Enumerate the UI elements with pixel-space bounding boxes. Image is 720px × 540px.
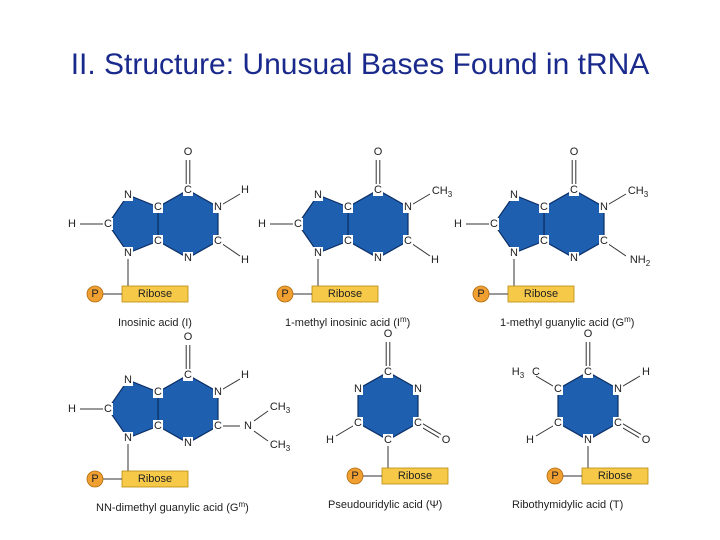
ribose-group [547,446,648,484]
carbon-atom: C [554,383,562,395]
carbon-atom: C [570,184,578,196]
amino-group: $NH_2$ [629,254,651,268]
oxygen-atom: O [183,331,193,343]
molecule-ribothymidylic [512,328,651,511]
phosphate-label: P [91,288,99,300]
molecule-name: 1-methyl inosinic acid $(I^m)$ [285,314,411,329]
oxygen-atom: O [569,146,579,158]
carbon-atom: C [154,235,162,247]
phosphate-label: P [91,473,99,485]
ribose-group [473,259,574,302]
hydrogen-atom: H [241,369,249,381]
carbon-atom: C [354,417,362,429]
phosphate-label: P [551,470,559,482]
molecule-inosinic [68,146,249,329]
ribose-group [87,259,188,302]
molecule-methyl-guanylic [454,146,651,329]
molecule-name: Inosinic acid (I) [118,317,192,329]
bond [254,411,268,421]
ribose-label: Ribose [137,288,173,300]
molecule-name: Pseudouridylic acid (Ψ) [328,499,443,511]
methyl-carbon: C [532,366,540,378]
hydrogen-atom: H [431,254,439,266]
phosphate-label: P [351,470,359,482]
nitrogen-atom: N [214,201,222,213]
carbon-atom: C [184,184,192,196]
nitrogen-atom: N [314,189,322,201]
methyl-group: $CH_3$ [269,439,291,453]
oxygen-atom: O [183,146,193,158]
oxygen-atom: O [641,434,651,446]
hydrogen-atom: H [642,366,650,378]
nitrogen-atom: N [124,247,132,259]
ribose-label: Ribose [137,473,173,485]
molecule-methyl-inosinic [258,146,453,329]
hydrogen-atom: H [241,254,249,266]
imidazole-ring [494,195,544,253]
molecule-name: 1-methyl guanylic acid $(G^m)$ [500,314,635,329]
hydrogen-atom: H [526,434,534,446]
nitrogen-atom: N [124,374,132,386]
bond [254,431,268,441]
carbon-atom: C [554,417,562,429]
methyl-group: $H_3$ [511,366,525,380]
molecule-name: Ribothymidylic acid (T) [512,499,624,511]
carbon-atom: C [540,201,548,213]
carbon-atom: C [584,366,592,378]
ribose-group [87,444,188,487]
pyrimidine-ring [158,190,218,258]
nitrogen-atom: N [184,437,192,449]
ribose-group [277,259,378,302]
nitrogen-atom: N [374,252,382,264]
ribose-group [347,446,448,484]
carbon-atom: C [600,235,608,247]
oxygen-atom: O [383,328,393,340]
nitrogen-atom: N [314,247,322,259]
carbon-atom: C [104,403,112,415]
nitrogen-atom: N [184,252,192,264]
carbon-atom: C [154,420,162,432]
pyrimidine-ring [358,372,418,440]
carbon-atom: C [104,218,112,230]
pyrimidine-ring [348,190,408,258]
molecule-pseudouridylic [326,328,451,511]
molecule-name: NN-dimethyl guanylic acid $(G^m)$ [96,499,249,514]
carbon-atom: C [344,235,352,247]
carbon-atom: C [214,235,222,247]
oxygen-atom: O [583,328,593,340]
nitrogen-atom: N [414,383,422,395]
molecule-dimethyl-guanylic [68,331,291,514]
nitrogen-atom: N [510,189,518,201]
carbon-atom: C [490,218,498,230]
oxygen-atom: O [373,146,383,158]
nitrogen-atom: N [214,386,222,398]
carbon-atom: C [540,235,548,247]
methyl-group: $CH_3$ [627,185,649,199]
phosphate-label: P [281,288,289,300]
hydrogen-atom: H [326,434,334,446]
hydrogen-atom: H [454,218,462,230]
pyrimidine-ring [544,190,604,258]
phosphate-label: P [477,288,485,300]
carbon-atom: C [294,218,302,230]
ribose-label: Ribose [523,288,559,300]
hydrogen-atom: H [241,184,249,196]
pyrimidine-ring [558,372,618,440]
nitrogen-atom: N [510,247,518,259]
methyl-group: $CH_3$ [269,401,291,415]
hydrogen-atom: H [258,218,266,230]
carbon-atom: C [614,417,622,429]
imidazole-ring [108,380,158,438]
nitrogen-atom: N [124,189,132,201]
carbon-atom: C [374,184,382,196]
ribose-label: Ribose [597,470,633,482]
carbon-atom: C [414,417,422,429]
carbon-atom: C [344,201,352,213]
nitrogen-atom: N [600,201,608,213]
nitrogen-atom: N [244,420,252,432]
carbon-atom: C [384,434,392,446]
methyl-group: $CH_3$ [431,185,453,199]
pyrimidine-ring [158,375,218,443]
nitrogen-atom: N [570,252,578,264]
nitrogen-atom: N [584,434,592,446]
imidazole-ring [108,195,158,253]
carbon-atom: C [404,235,412,247]
nitrogen-atom: N [614,383,622,395]
hydrogen-atom: H [68,218,76,230]
carbon-atom: C [214,420,222,432]
nitrogen-atom: N [354,383,362,395]
oxygen-atom: O [441,434,451,446]
carbon-atom: C [184,369,192,381]
carbon-atom: C [154,201,162,213]
nitrogen-atom: N [124,432,132,444]
ribose-label: Ribose [327,288,363,300]
ribose-label: Ribose [397,470,433,482]
imidazole-ring [298,195,348,253]
slide-title: II. Structure: Unusual Bases Found in tRNA [70,48,650,81]
nitrogen-atom: N [404,201,412,213]
hydrogen-atom: H [68,403,76,415]
carbon-atom: C [384,366,392,378]
carbon-atom: C [154,386,162,398]
